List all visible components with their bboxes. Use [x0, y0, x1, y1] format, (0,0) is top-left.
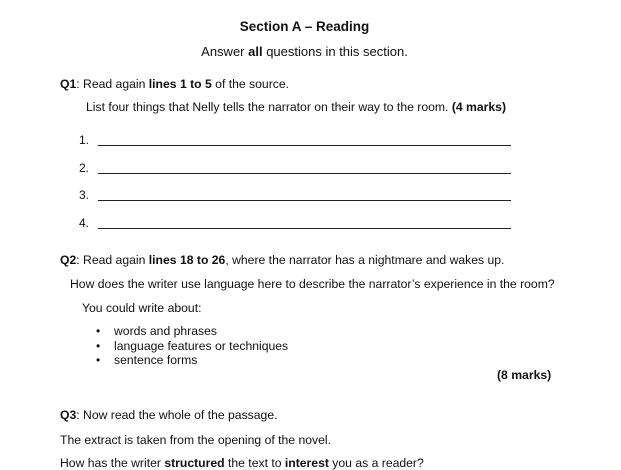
answer-number: 3. — [79, 188, 90, 202]
bullet-icon: • — [96, 353, 101, 367]
answer-line-3[interactable] — [98, 200, 511, 201]
q2-could-write: You could write about: — [82, 301, 202, 315]
q2-marks: (8 marks) — [497, 368, 552, 382]
answer-line-2[interactable] — [98, 173, 511, 174]
q1-heading — [60, 77, 289, 91]
q1-label: Q1 — [60, 77, 77, 91]
q3-bold-structured: structured — [164, 456, 225, 470]
q1-prompt — [86, 100, 506, 114]
bullet-icon: • — [96, 324, 101, 338]
bullet-icon: • — [96, 339, 101, 353]
q2-label: Q2 — [60, 253, 77, 267]
q1-lines-ref: lines 1 to 5 — [148, 77, 212, 91]
answer-number: 1. — [79, 133, 90, 147]
q3-prompt-text: How has the writer — [60, 456, 165, 470]
q3-bold-interest: interest — [284, 456, 329, 470]
q2-text-end: , where the narrator has a nightmare and wakes up. — [225, 253, 505, 267]
q1-text-end: of the source. — [211, 77, 290, 91]
answer-line-1[interactable] — [98, 145, 511, 146]
q3-prompt — [60, 456, 424, 470]
bullet-item: sentence forms — [114, 353, 198, 367]
q3-text: : Now read the whole of the passage. — [76, 408, 278, 422]
q1-prompt-text: List four things that Nelly tells the narrator on their way to the room. — [86, 100, 452, 114]
q3-prompt-end: you as a reader? — [328, 456, 424, 470]
q2-lines-ref: lines 18 to 26 — [148, 253, 226, 267]
instruction-text-end: questions in this section. — [262, 44, 408, 59]
bullet-item: language features or techniques — [114, 339, 289, 353]
answer-number: 2. — [79, 161, 90, 175]
section-title: Section A – Reading — [239, 19, 370, 34]
instruction-text: Answer — [201, 44, 249, 59]
q2-heading — [60, 253, 504, 267]
q2-prompt: How does the writer use language here to describe the narrator’s experience in the room? — [70, 277, 555, 291]
q2-text: : Read again — [76, 253, 149, 267]
q3-context: The extract is taken from the opening of the novel. — [60, 433, 331, 447]
instruction-bold: all — [248, 44, 263, 59]
q1-text: : Read again — [76, 77, 149, 91]
q3-prompt-mid: the text to — [224, 456, 285, 470]
q3-heading — [60, 408, 277, 422]
q1-marks: (4 marks) — [451, 100, 507, 114]
answer-number: 4. — [79, 216, 90, 230]
answer-line-4[interactable] — [98, 228, 511, 229]
section-instruction — [0, 44, 609, 59]
q3-label: Q3 — [60, 408, 77, 422]
bullet-item: words and phrases — [114, 324, 217, 338]
